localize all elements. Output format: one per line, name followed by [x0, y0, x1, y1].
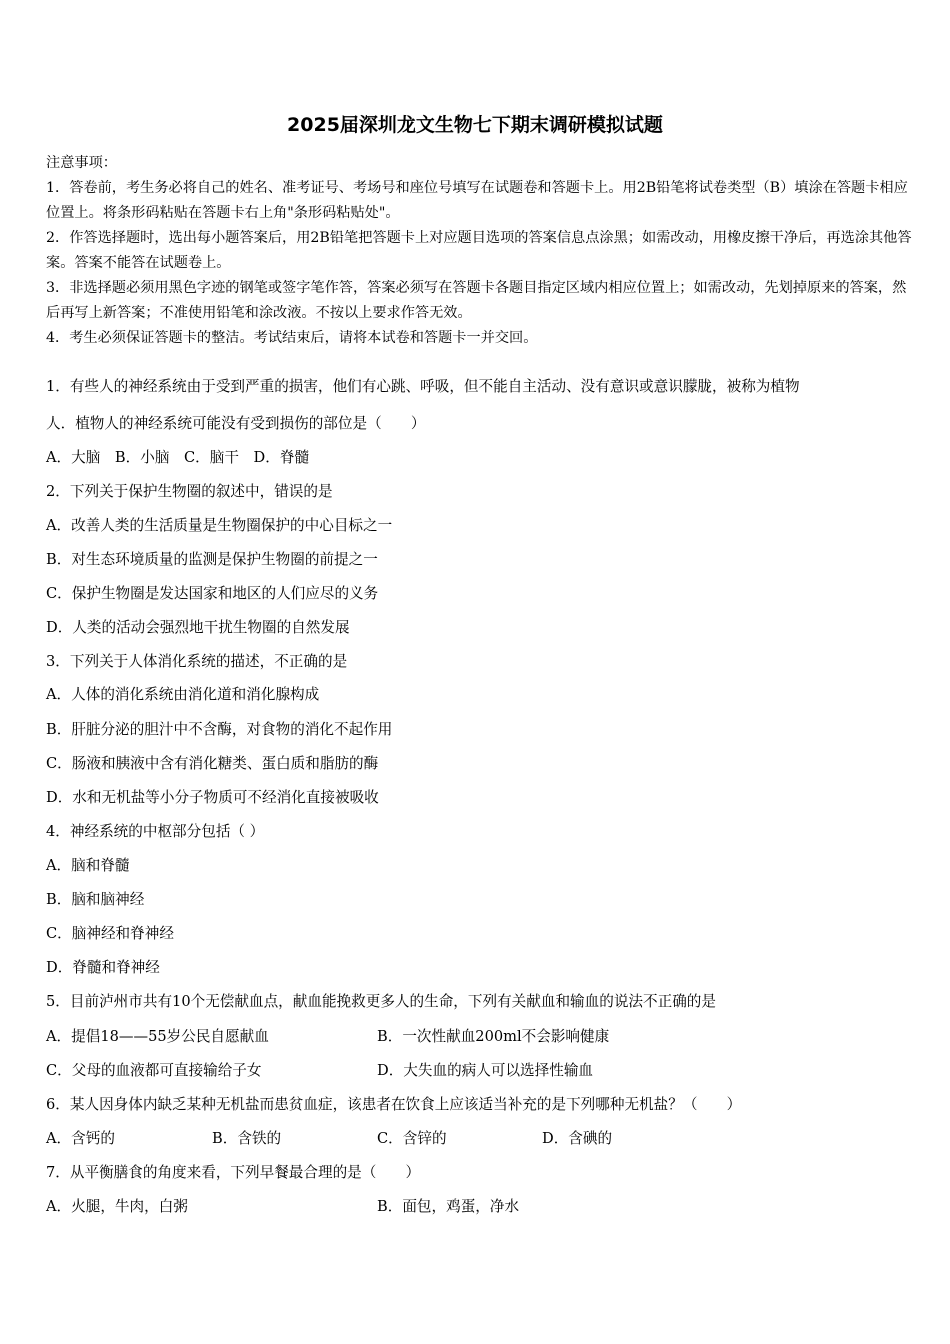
question-5-options-row-2 [46, 1059, 906, 1079]
question-4-option-c: C．脑神经和脊神经 [46, 925, 174, 942]
notice-item-4: 4．考生必须保证答题卡的整洁。考试结束后，请将本试卷和答题卡一并交回。 [46, 330, 538, 346]
question-6-option-c: C．含锌的 [377, 1130, 447, 1147]
question-6-option-d: D．含碘的 [542, 1130, 613, 1147]
question-5-stem: 5．目前泸州市共有10个无偿献血点，献血能挽救更多人的生命，下列有关献血和输血的说法不正确的是 [46, 993, 716, 1010]
question-3-option-d: D．水和无机盐等小分子物质可不经消化直接被吸收 [46, 789, 379, 806]
question-6-option-a: A．含钙的 [46, 1130, 115, 1147]
question-4-stem: 4．神经系统的中枢部分包括（ ） [46, 823, 265, 840]
question-1-line-1: 1．有些人的神经系统由于受到严重的损害，他们有心跳、呼吸，但不能自主活动、没有意识或意识朦胧，被称为植物 [46, 378, 800, 395]
question-2-stem: 2．下列关于保护生物圈的叙述中，错误的是 [46, 483, 333, 500]
question-6-stem: 6．某人因身体内缺乏某种无机盐而患贫血症，该患者在饮食上应该适当补充的是下列哪种无机盐？（ ） [46, 1096, 742, 1113]
question-2-option-d: D．人类的活动会强烈地干扰生物圈的自然发展 [46, 619, 350, 636]
notice-heading: 注意事项： [46, 155, 117, 171]
question-4-option-b: B．脑和脑神经 [46, 891, 145, 908]
question-4-option-d: D．脊髓和脊神经 [46, 959, 160, 976]
question-5-option-a: A．提倡18——55岁公民自愿献血 [46, 1028, 269, 1045]
question-5-option-c: C．父母的血液都可直接输给子女 [46, 1062, 262, 1079]
question-5-option-d: D．大失血的病人可以选择性输血 [377, 1062, 594, 1079]
question-3-option-c: C．肠液和胰液中含有消化糖类、蛋白质和脂肪的酶 [46, 755, 379, 772]
page-title: 2025届深圳龙文生物七下期末调研模拟试题 [287, 114, 663, 136]
question-5-options-row-1 [46, 1025, 906, 1045]
question-7-option-a: A．火腿，牛肉，白粥 [46, 1198, 188, 1215]
question-7-options-row [46, 1195, 906, 1215]
question-7-option-b: B．面包，鸡蛋，净水 [377, 1198, 520, 1215]
notice-section [46, 151, 914, 351]
question-3-option-a: A．人体的消化系统由消化道和消化腺构成 [46, 686, 320, 703]
question-1-line-2: 人．植物人的神经系统可能没有受到损伤的部位是（ ） [46, 415, 426, 432]
question-6-option-b: B．含铁的 [212, 1130, 282, 1147]
question-3-option-b: B．肝脏分泌的胆汁中不含酶，对食物的消化不起作用 [46, 721, 393, 738]
question-1-options: A．大脑 B．小脑 C．脑干 D．脊髓 [46, 449, 310, 466]
notice-item-1: 1．答卷前，考生务必将自己的姓名、准考证号、考场号和座位号填写在试题卷和答题卡上。用2B铅笔将试卷类型（B）填涂在答题卡相应位置上。将条形码粘贴在答题卡右上角"条形码粘贴处"。 [46, 180, 908, 221]
question-6-options-row [46, 1127, 906, 1147]
question-7-stem: 7．从平衡膳食的角度来看，下列早餐最合理的是（ ） [46, 1164, 421, 1181]
notice-item-2: 2．作答选择题时，选出每小题答案后，用2B铅笔把答题卡上对应题目选项的答案信息点涂黑；如需改动，用橡皮擦干净后，再选涂其他答案。答案不能答在试题卷上。 [46, 230, 912, 271]
question-3-stem: 3．下列关于人体消化系统的描述，不正确的是 [46, 653, 348, 670]
question-2-option-b: B．对生态环境质量的监测是保护生物圈的前提之一 [46, 551, 378, 568]
question-4-option-a: A．脑和脊髓 [46, 857, 130, 874]
question-2-option-a: A．改善人类的生活质量是生物圈保护的中心目标之一 [46, 517, 393, 534]
question-5-option-b: B．一次性献血200ml不会影响健康 [377, 1028, 610, 1045]
notice-item-3: 3．非选择题必须用黑色字迹的钢笔或签字笔作答，答案必须写在答题卡各题目指定区域内相应位置上；如需改动，先划掉原来的答案，然后再写上新答案；不准使用铅笔和涂改液。不按以上要求作答无效。 [46, 280, 907, 321]
question-2-option-c: C．保护生物圈是发达国家和地区的人们应尽的义务 [46, 585, 379, 602]
